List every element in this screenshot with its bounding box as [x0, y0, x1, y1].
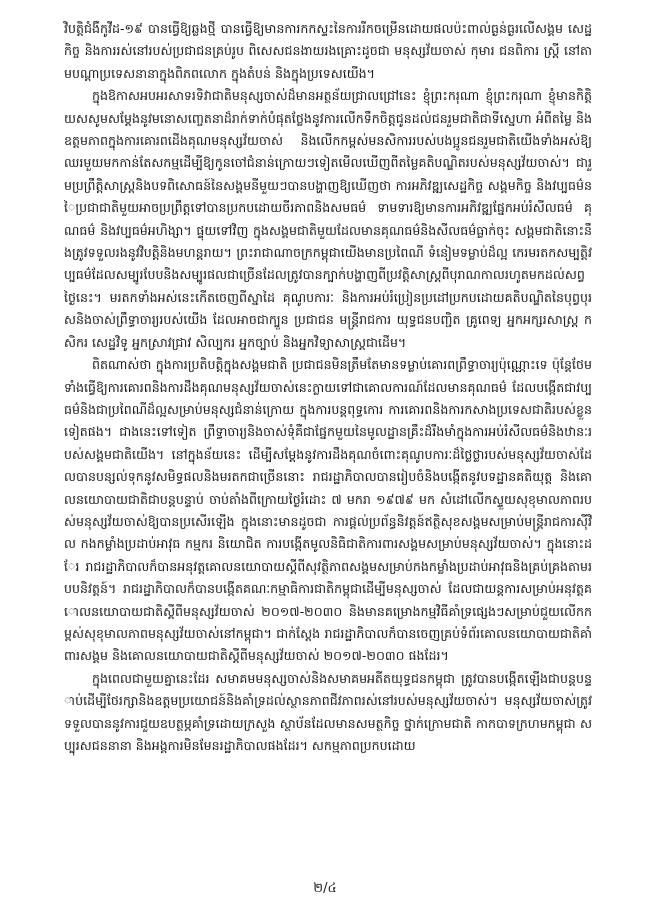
document-body: [64, 18, 592, 757]
paragraph-2: ក្នុងឱកាសអបអរសាទរទិវាជាតិមនុស្សចាស់ដ៏មានអត្ថន័យជ្រាលជ្រៅនេះ ខ្ញុំព្រះករុណា ខ្ញុំព្រះករុណា ខ្ញុំមានកិត្តិយសសូមសម្តែងនូវមនោសញ្ចេតនាដ៏រាក់ទាក់បំផុតថ្លែងនូវការលើកទឹកចិត្តជូនដល់ជនរួមជាតិជាទីស្នេហា អំពីតម្លៃ និងឧត្តមភាពក្នុងការគោរពដើងគុណមនុស្សវ័យចាស់ និងលើកកម្ពស់មនសិការរបស់បងប្អូនជនរួមជាតិយើងទាំងអស់ឱ្យឈរមួយមកកាន់តែសកម្មដើម្បីឱ្យកូនចៅជំនាន់ក្រោយៗទៀតមើលឃើញពីតម្លៃគតិបណ្ឌិតរបស់មនុស្សវ័យចាស់។ ជារួមប្រព្រឹត្តិសាស្ត្រនិងបទពិសោធន៍នៃសង្គមនីមួយៗបានបង្ហាញឱ្យឃើញថា ការអភិវឌ្ឍសេដ្ឋកិច្ច សង្គមកិច្ច និងវប្បធម៌នៃប្រជាជាតិមួយអាចប្រព្រឹត្តទៅបានប្រកបដោយចីរភាពនិងសមធម៌ ទាមទារឱ្យមានការអភិវឌ្ឍផ្នែកអប់រំសីលធម៌ គុណធម៌ និងវប្បធម៌អហិង្សា។ ផ្ទុយទៅវិញ ក្នុងសង្គមជាតិមួយដែលមានគុណធម៌និងសីលធម៌ធ្លាក់ចុះ សង្គមជាតិនោះនឹងត្រូវទទួលរងនូវវិបត្តិនិងមហន្តរាយ។ ព្រះរាជាណាចក្រកម្ពុជាយើងមានប្រពៃណី ទំនៀមទម្លាប់ដ៏ល្អ កេរមរតកសម្បត្តិវប្បធម៌ដែលសម្បូរបែបនិងសម្បូរផលជាច្រើនដែលត្រូវបានក្បាក់បង្ហាញពីប្រវត្តិសាស្ត្រពីបុរាណកាលរហូតមកដល់សព្វថ្ងៃនេះ។ មរតកទាំងអស់នេះកើតចេញពីស្នាដៃ គុណូបការៈ និងការអប់រំប្រៀនប្រដៅប្រកបដោយគតិបណ្ឌិតនៃបុព្វបុរសនិងចាស់ព្រឹទ្ធាចារ្យរបស់យើង ដែលអាចជាក្បួន ប្រជាជន មន្ត្រីរាជការ យុទ្ធជនបញ្ជិត គ្រូពេទ្យ អ្នកអក្សរសាស្ត្រ កសិករ សេដ្ឋវិទូ អ្នកស្រាវជ្រាវ សិល្បករ អ្នកច្បាប់ និងអ្នកវិទ្យាសាស្ត្រជាដើម។: [64, 88, 592, 350]
paragraph-3: ពិតណាស់ថា ក្នុងការប្រតិបត្តិក្នុងសង្គមជាតិ ប្រជាជនមិនត្រឹមតែមានទម្លាប់គោរពព្រឹទ្ធាចារ្យប៉ុណ្ណោះទេ ប៉ុន្តែថែមទាំងធ្វើឱ្យការគោរពនិងការដឹងគុណមនុស្សវ័យចាស់នេះក្លាយទៅជាគោលការណ៍ដែលមានគុណធម៌ ដែលបង្កើតជាវប្បធម៌និងជាប្រពៃណីដ៏ល្អសម្រាប់មនុស្សជំនាន់ក្រោយ ក្នុងការបន្តពុទ្ធកោរ ការគោរពនិងការកសាងប្រទេសជាតិរបស់ខ្លួនទៀតផង។ ជាងនេះទៅទៀត ព្រឹទ្ធាចារ្យនិងចាស់ទុំគឺជាផ្នែកមួយនៃមូលដ្ឋានគ្រឹះដ៏រឹងមាំក្នុងការអប់រំសីលធម៌និងឋានៈរបស់សង្គមជាតិយើង។ នៅក្នុងន័យនេះ ដើម្បីសម្តែងនូវការដឹងគុណចំពោះគុណូបការៈដ៏ថ្លៃថ្លារបស់មនុស្សវ័យចាស់ដែលបានបន្សល់ទុកនូវសមិទ្ធផលនិងមរតកជាច្រើននោះ រាជរដ្ឋាភិបាលបានរៀបចំនិងបង្កើតនូវបទដ្ឋានគតិយុត្ត និងគោលនយោបាយជាតិជាបន្តបន្ទាប់ ចាប់តាំងពីក្រោយថ្ងៃរំដោះ ៧ មករា ១៩៧៩ មក សំដៅលើកស្ទួយសុខុមាលភាពរបស់មនុស្សវ័យចាស់ឱ្យបានប្រសើរឡើង ក្នុងនោះមានដូចជា ការផ្តល់ប្រព័ន្ធនិវត្តន៍ឥត្ថិសុខសង្គមសម្រាប់មន្ត្រីរាជការស៊ីវិល កងកម្លាំងប្រដាប់អាវុធ កម្មករ និយោជិត ការបង្កើតមូលនិធិជាតិការពារសង្គមសម្រាប់មនុស្សវ័យចាស់។ ក្នុងនោះដែរ រាជរដ្ឋាភិបាលក៏បានអនុវត្តគោលនយោបាយស្តីពីសុវត្ថិភាពសង្គមសម្រាប់កងកម្លាំងប្រដាប់អាវុធនិងគ្រប់គ្រងតាមរបបនិវត្តន៍។ រាជរដ្ឋាភិបាលក៏បានបង្កើតគណៈកម្មាធិការជាតិកម្ពុជាដើម្បីមនុស្សចាស់ ដែលជាយន្តការសម្រាប់អនុវត្តគោលនយោបាយជាតិស្តីពីមនុស្សវ័យចាស់ ២០១៧-២០៣០ និងមានគម្រោងកម្មវិធីគាំទ្រផ្សេងៗសម្រាប់ជួយលើកកម្ពស់សុខុមាលភាពមនុស្សវ័យចាស់នៅកម្ពុជា។ ជាក់ស្តែង រាជរដ្ឋាភិបាលក៏បានចេញគ្រប់ទំព័រគោលនយោបាយជាតិគាំពារសង្គម និងគោលនយោបាយជាតិស្តីពីមនុស្សវ័យចាស់ ២០១៧-២០៣០ ផងដែរ។: [64, 357, 592, 664]
paragraph-1: វិបត្តិជំងឺកូវីដ-១៩ បានធ្វើឱ្យឆ្លងថ្មី បានធ្វើឱ្យមានការកកស្ទះនៃការរីកចម្រើនដោយផលប៉ះពាល់ធ្ងន់ធ្ងរលើសង្គម សេដ្ឋកិច្ច និងការរស់នៅរបស់ប្រជាជនគ្រប់រូប ពិសេសជនងាយរងគ្រោះដូចជា មនុស្សវ័យចាស់ កុមារ ជនពិការ ស្ត្រី នៅតាមបណ្តាប្រទេសនានាក្នុងពិភពលោក ក្នុងតំបន់ និងក្នុងប្រទេសយើង។: [64, 21, 592, 81]
paragraph-4: ក្នុងពេលជាមួយគ្នានេះដែរ សមាគមមនុស្សចាស់និងសមាគមអតីតយុទ្ធជនកម្ពុជា ត្រូវបានបង្កើតឡើងជាបន្តបន្ទាប់ដើម្បីថែរក្សានិងឧត្តមប្រយោជន៍និងគាំទ្រដល់ស្ថានភាពជីវភាពរស់នៅរបស់មនុស្សវ័យចាស់។ មនុស្សវ័យចាស់ត្រូវទទួលបាននូវការជួយឧបត្ថម្ភគាំទ្រដោយក្រសួង ស្ថាប័នដែលមានសមត្ថកិច្ច ថ្នាក់ក្រោមជាតិ កាកបាទក្រហមកម្ពុជា សប្បុរសជននានា និងអង្គការមិនមែនរដ្ឋាភិបាលផងដែរ។ សកម្មភាពប្រកបដោយ: [64, 670, 592, 753]
page-number: ២/៤: [313, 881, 337, 896]
